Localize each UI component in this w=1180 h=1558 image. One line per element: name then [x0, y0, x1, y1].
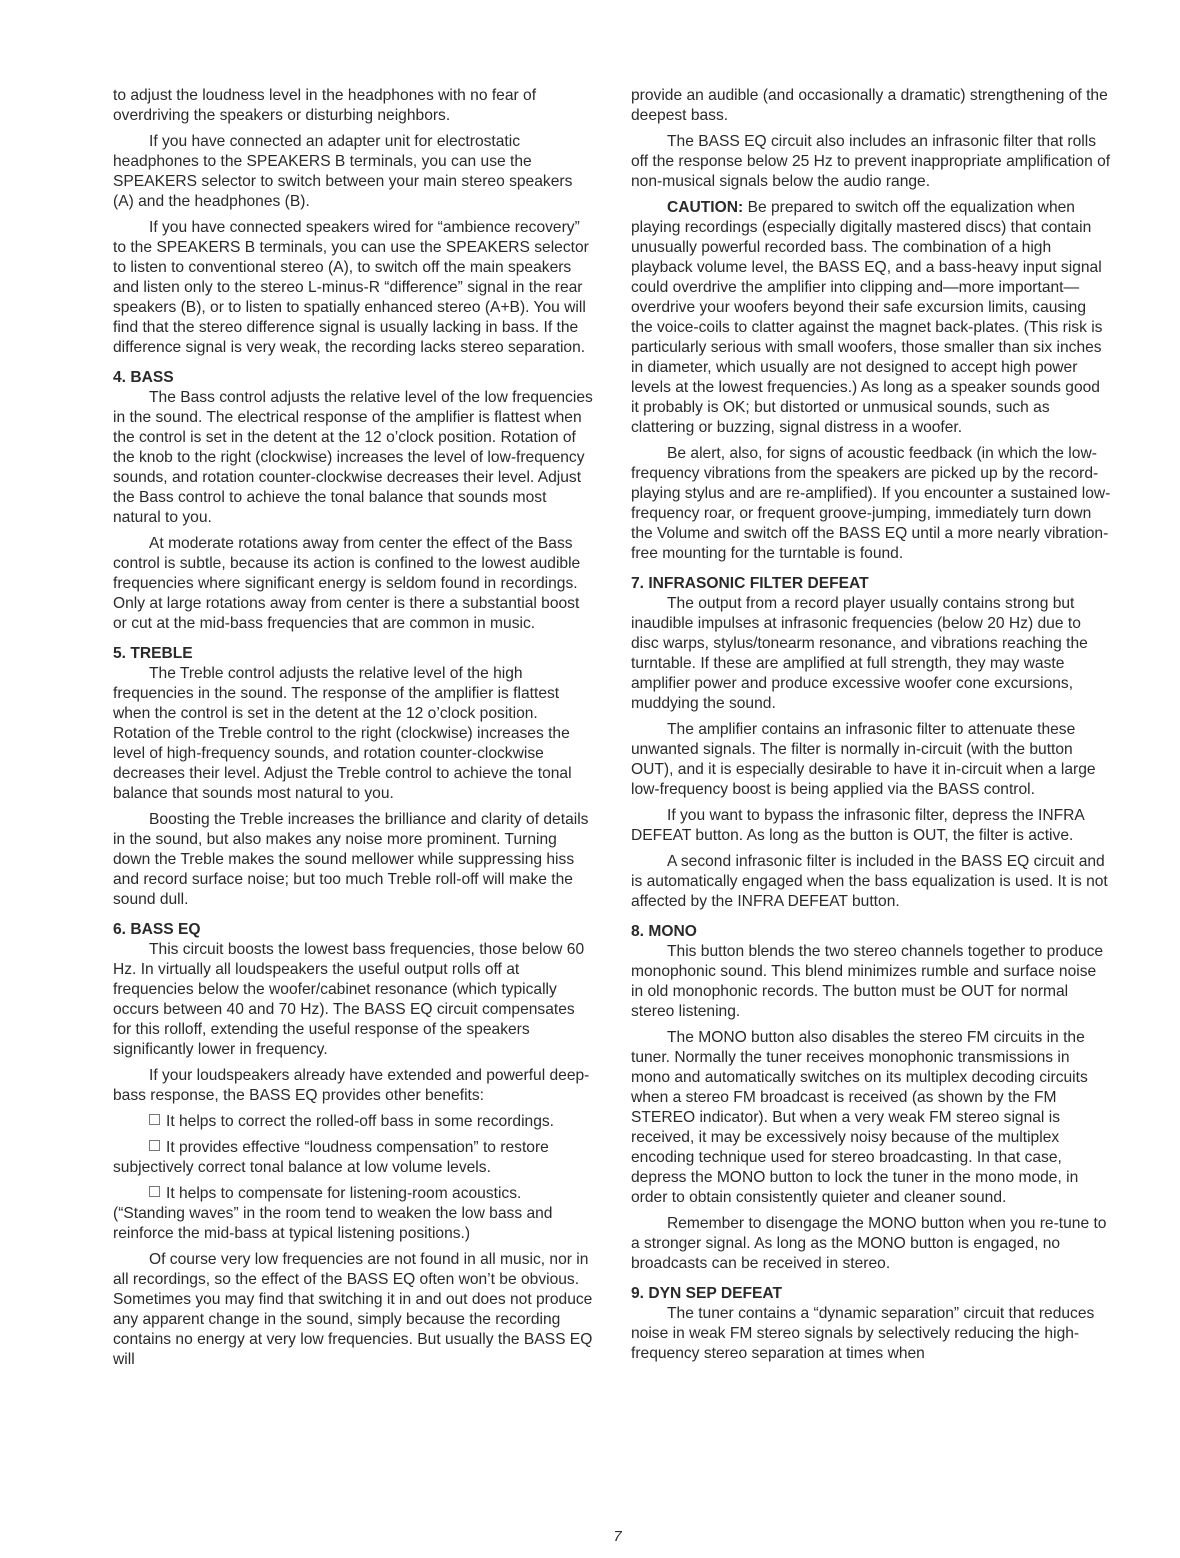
body-paragraph: Of course very low frequencies are not found in all music, nor in all recordings, so the effect of the BASS EQ often won’t be obvious. Sometimes you may find that switching it in and out does not produce any apparent change in the sound, simply because the recording contains no energy at very low frequencies. But usually the BASS EQ will — [113, 1251, 593, 1368]
body-paragraph: This button blends the two stereo channels together to produce monophonic sound. This blend minimizes rumble and surface noise in old monophonic records. The button must be OUT for normal stereo listening. — [631, 943, 1104, 1020]
bullet-text: It helps to correct the rolled-off bass in some recordings. — [166, 1113, 555, 1130]
section-heading: 6. BASS EQ — [113, 921, 201, 938]
body-paragraph: The Bass control adjusts the relative level of the low frequencies in the sound. The electrical response of the amplifier is flattest when the control is set in the detent at the 12 o’clock position. Rotation of the knob to the right (clockwise) increases the level of low-frequency sounds, and rotation counter-clockwise decreases their level. Adjust the Bass control to achieve the tonal balance that sounds most natural to you. — [113, 389, 593, 526]
body-paragraph: If your loudspeakers already have extended and powerful deep-bass response, the BASS EQ provides other benefits: — [113, 1067, 590, 1104]
section-heading: 5. TREBLE — [113, 645, 193, 662]
bullet-text: It helps to compensate for listening-room acoustics. (“Standing waves” in the room tend to weaken the low bass and reinforce the mid-bass at typical listening positions.) — [113, 1185, 553, 1242]
section-heading: 8. MONO — [631, 923, 697, 940]
body-paragraph: If you have connected speakers wired for “ambience recovery” to the SPEAKERS B terminals, you can use the SPEAKERS selector to listen to conventional stereo (A), to switch off the main speakers and listen only to the stereo L-minus-R “difference” signal in the rear speakers (B), or to listen to spatially enhanced stereo (A+B). You will find that the stereo difference signal is usually lacking in bass. If the difference signal is very weak, the recording lacks stereo separation. — [113, 219, 589, 356]
bullet-item — [113, 1138, 595, 1178]
bullet-text: It provides effective “loudness compensation” to restore subjectively correct tonal balance at low volume levels. — [113, 1139, 549, 1176]
caution-label: CAUTION: — [667, 199, 744, 216]
body-paragraph: to adjust the loudness level in the headphones with no fear of overdriving the speakers or disturbing neighbors. — [113, 87, 537, 124]
body-paragraph: This circuit boosts the lowest bass frequencies, those below 60 Hz. In virtually all loudspeakers the useful output rolls off at frequencies below the woofer/cabinet resonance (which typically occurs between 40 and 70 Hz). The BASS EQ circuit compensates for this rolloff, extending the useful response of the speakers significantly lower in frequency. — [113, 941, 585, 1058]
checkbox-bullet-icon — [149, 1114, 160, 1125]
body-paragraph: The Treble control adjusts the relative level of the high frequencies in the sound. The response of the amplifier is flattest when the control is set in the detent at the 12 o’clock position. Rotation of the Treble control to the right (clockwise) increases the level of high-frequency sounds, and rotation counter-clockwise decreases their level. Adjust the Treble control to achieve the tonal balance that sounds most natural to you. — [113, 665, 572, 802]
checkbox-bullet-icon — [149, 1140, 160, 1151]
body-paragraph: If you want to bypass the infrasonic filter, depress the INFRA DEFEAT button. As long as the button is OUT, the filter is active. — [631, 807, 1084, 844]
section-heading: 9. DYN SEP DEFEAT — [631, 1285, 783, 1302]
body-paragraph: Boosting the Treble increases the brilliance and clarity of details in the sound, but also makes any noise more prominent. Turning down the Treble makes the sound mellower while suppressing hiss and record surface noise; but too much Treble roll-off will make the sound dull. — [113, 811, 589, 908]
bullet-item — [113, 1184, 595, 1244]
checkbox-bullet-icon — [149, 1186, 160, 1197]
caution-paragraph — [631, 198, 1111, 438]
body-paragraph: The tuner contains a “dynamic separation” circuit that reduces noise in weak FM stereo signals by selectively reducing the high-frequency stereo separation at times when — [631, 1305, 1095, 1362]
caution-text: Be prepared to switch off the equalization when playing recordings (especially digitally mastered discs) that contain unusually powerful recorded bass. The combination of a high playback volume level, the BASS EQ, and a bass-heavy input signal could overdrive the amplifier into clipping and—more important—overdrive your woofers beyond their safe excursion limits, causing the voice-coils to clatter against the magnet back-plates. (This risk is particularly serious with small woofers, those smaller than six inches in diameter, which usually are not designed to accept high power levels at the lowest frequencies.) As long as a speaker sounds good it probably is OK; but distorted or unmusical sounds, such as clattering or buzzing, signal distress in a woofer. — [631, 199, 1103, 436]
body-paragraph: At moderate rotations away from center the effect of the Bass control is subtle, because its action is confined to the lowest audible frequencies where significant energy is seldom found in recordings. Only at large rotations away from center is there a substantial boost or cut at the mid-bass frequencies that are common in music. — [113, 535, 581, 632]
body-paragraph: The MONO button also disables the stereo FM circuits in the tuner. Normally the tuner receives monophonic transmissions in mono and automatically switches on its multiplex decoding circuits when a stereo FM broadcast is received (as shown by the FM STEREO indicator). But when a very weak FM stereo signal is received, it may be excessively noisy because of the multiplex encoding technique used for stereo broadcasting. In that case, depress the MONO button to lock the tuner in the mono mode, in order to obtain consistently quieter and cleaner sound. — [631, 1029, 1088, 1206]
body-paragraph: The BASS EQ circuit also includes an infrasonic filter that rolls off the response below 25 Hz to prevent inappropriate amplification of non-musical signals below the audio range. — [631, 133, 1111, 190]
section-heading: 4. BASS — [113, 369, 174, 386]
section-heading: 7. INFRASONIC FILTER DEFEAT — [631, 575, 869, 592]
bullet-item — [113, 1112, 595, 1132]
body-paragraph: Remember to disengage the MONO button when you re-tune to a stronger signal. As long as the MONO button is engaged, no broadcasts can be received in stereo. — [631, 1215, 1107, 1272]
right-column — [631, 86, 1111, 1370]
body-paragraph: Be alert, also, for signs of acoustic feedback (in which the low-frequency vibrations from the speakers are picked up by the record-playing stylus and are re-amplified). If you encounter a sustained low-frequency roar, or frequent groove-jumping, immediately turn down the Volume and switch off the BASS EQ until a more nearly vibration-free mounting for the turntable is found. — [631, 445, 1111, 562]
body-paragraph: A second infrasonic filter is included in the BASS EQ circuit and is automatically engaged when the bass equalization is used. It is not affected by the INFRA DEFEAT button. — [631, 853, 1108, 910]
body-paragraph: The amplifier contains an infrasonic filter to attenuate these unwanted signals. The filter is normally in-circuit (with the button OUT), and it is especially desirable to have it in-circuit when a large low-frequency boost is being applied via the BASS control. — [631, 721, 1096, 798]
body-paragraph: provide an audible (and occasionally a dramatic) strengthening of the deepest bass. — [631, 87, 1108, 124]
body-paragraph: If you have connected an adapter unit for electrostatic headphones to the SPEAKERS B terminals, you can use the SPEAKERS selector to switch between your main stereo speakers (A) and the headphones (B). — [113, 133, 573, 210]
body-paragraph: The output from a record player usually contains strong but inaudible impulses at infrasonic frequencies (below 20 Hz) due to disc warps, stylus/tonearm resonance, and vibrations reaching the turntable. If these are amplified at full strength, they may waste amplifier power and produce excessive woofer cone excursions, muddying the sound. — [631, 595, 1088, 712]
left-column — [113, 86, 595, 1376]
page-number: 7 — [613, 1528, 622, 1545]
